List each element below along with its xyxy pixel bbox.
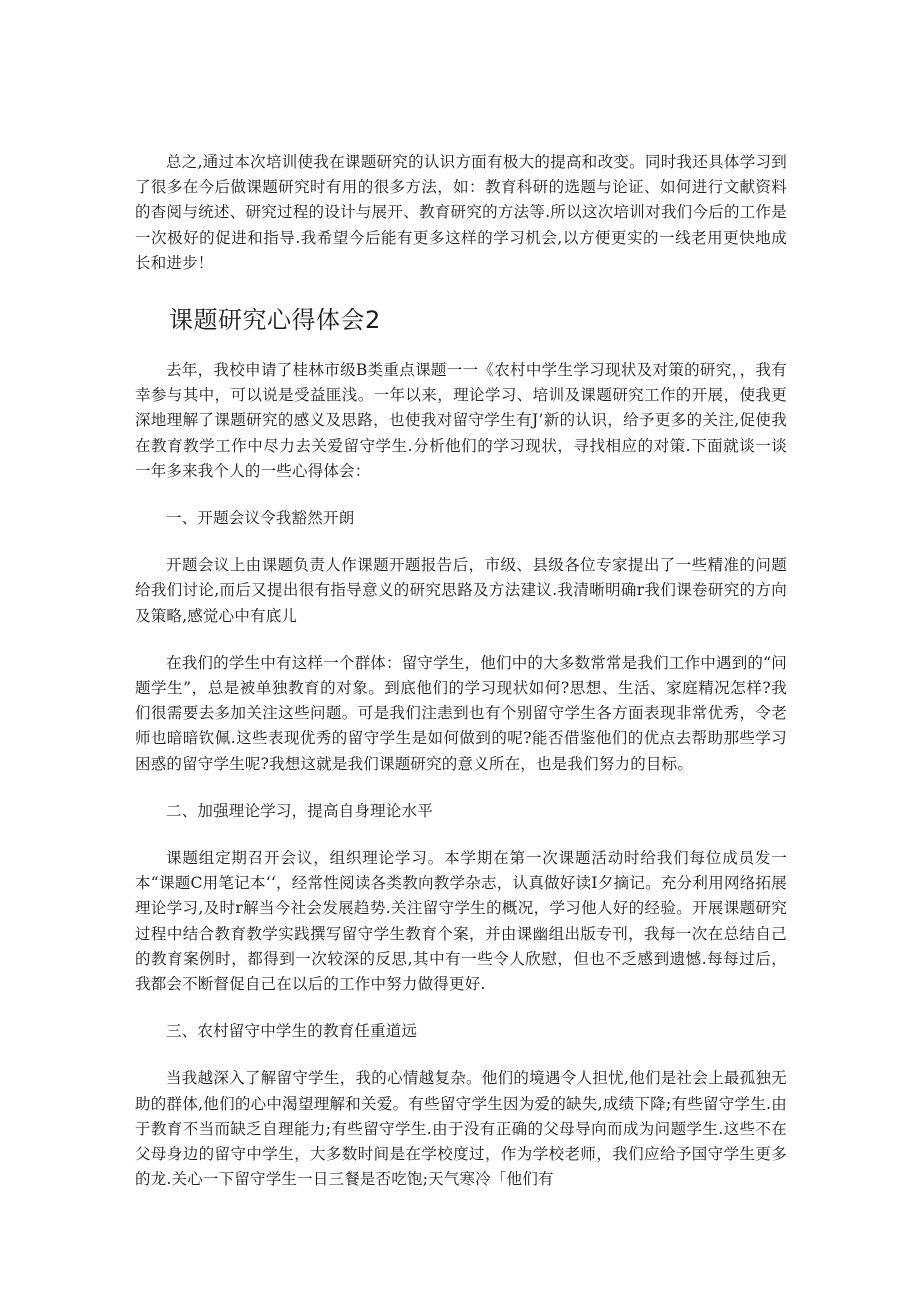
subheading-two: 二、加强理论学习，提高自身理论水平 — [166, 801, 433, 820]
paragraph-conclusion: 总之,通过本次培训使我在课题研究的认识方面有极大的提高和改变。同时我还具体学习到了很多在今后做课题研究时有用的很多方法，如：教育科研的选题与论证、如何进行文献资料的杳阅与统述、研究过程的设计与展开、教育研究的方法等.所以这次培训对我们今后的工作是一次极好的促进和指导.我希望今后能有更多这样的学习机会,以方便更实的一线老用更快地成长和进步！ — [135, 153, 787, 272]
section-title: 课题研究心得体会2 — [169, 306, 381, 335]
paragraph-opening-meeting: 开题会议上由课题负责人作课题开题报告后，市级、县级各位专家提出了一些精准的问题给我们讨论,而后又提出很有指导意义的研究思路及方法建议.我清晰明确r我们课卷研究的方向及策略,感觉心中有底儿 — [135, 556, 787, 625]
paragraph-left-behind-students: 在我们的学生中有这样一个群体：留守学生，他们中的大多数常常是我们工作中遇到的“问题学生”，总是被单独教育的对象。到底他们的学习现状如何?思想、生活、家庭精况怎样?我们很需要去多加关注这些问题。可是我们注恚到也有个别留守学生各方面表现非常优秀，令老师也暗暗钦佩.这些表现优秀的留守学生是如何做到的呢?能否借鉴他们的优点去帮助那些学习困惑的留守学生呢?我想这就是我们课题研究的意义所在，也是我们努力的目标。 — [135, 653, 787, 773]
paragraph-intro: 去年，我校申请了桂林市级B类重点课题一一《农村中学生学习现状及对策的研究，，我有幸参与其中，可以说是受益匪浅。一年以来，理论学习、培训及课题研究工作的开展，使我更深地理解了课题研究的感义及思路，也使我对留守学生有J’新的认识，给予更多的关注,促使我在教育教学工作中尽力去关爱留守学生.分析他们的学习现状，寻找相应的对策.下面就谈一谈一年多来我个人的一些心得体会： — [135, 361, 787, 480]
document-page — [135, 150, 787, 1193]
subheading-three: 三、农村留守中学生的教育任重道远 — [166, 1022, 418, 1041]
paragraph-education-task: 当我越深入了解留守学生，我的心情越复杂。他们的境遇令人担忧,他们是社会上最孤独无助的群体,他们的心中渴望理解和关爱。有些留守学生因为爱的缺失,成绩下降;有些留守学生.由于教育不当而缺乏自理能力;有些留守学生.由于没有正确的父母导向而成为问题学生.这些不在父母身边的留守中学生，大多数时间是在学校度过，作为学校老师，我们应给予国守学生更多的龙.关心一下留守学生一日三餐是否吃饱;天气寒冷「他们有 — [135, 1069, 787, 1189]
subheading-one: 一、开题会议令我豁然开朗 — [166, 509, 355, 528]
paragraph-theory-study: 课题组定期召开会议，组织理论学习。本学期在第一次课题活动时给我们每位成员发一本“课题C用笔记本‘‘，经常性阅读各类教向教学杂志，认真做好读I夕摘记。充分利用网络拓展理论学习,及时r解当今社会发展趋势.关注留守学生的概况，学习他人好的经验。开展课题研究过程中结合教育教学实践撰写留守学生教育个案，并由课幽组出版专刊，我每一次在总结自己的教育案例时，都得到一次较深的反思,其中有一些令人欣慰，但也不乏感到遗憾.每每过后，我都会不断督促自己在以后的工作中努力做得更好. — [135, 849, 787, 994]
